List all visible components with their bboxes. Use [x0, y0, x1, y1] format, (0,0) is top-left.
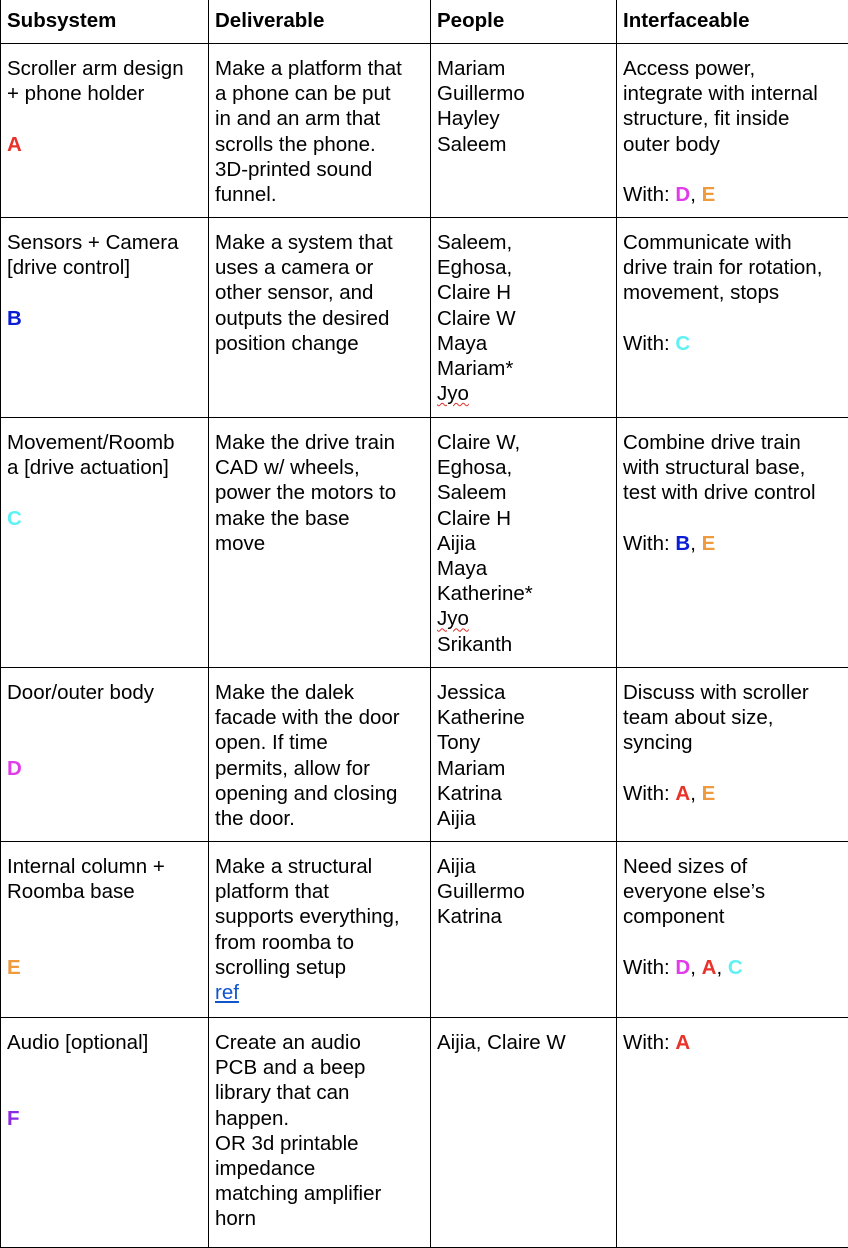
- spacer: [7, 730, 202, 755]
- person-name-text: Mariam: [437, 57, 505, 80]
- person-name: [437, 879, 610, 904]
- spacer: [7, 1055, 202, 1080]
- deliverable-line: opening and closing: [215, 781, 424, 806]
- subsystem-cell: [1, 668, 209, 842]
- spacer: [623, 930, 843, 955]
- deliverable-line: horn: [215, 1206, 424, 1231]
- spacer: [623, 306, 843, 331]
- person-name-text: Eghosa,: [437, 456, 512, 479]
- person-name-text: Claire H: [437, 281, 511, 304]
- with-letter: A: [675, 1031, 690, 1054]
- header-row: [1, 0, 848, 44]
- header-deliverable: Deliverable: [209, 0, 431, 44]
- deliverable-line: move: [215, 531, 424, 556]
- deliverable-cell: [209, 418, 431, 668]
- with-separator: ,: [690, 183, 701, 206]
- deliverable-line: library that can: [215, 1080, 424, 1105]
- subsystem-letter: D: [7, 756, 202, 781]
- person-name: [437, 705, 610, 730]
- interfaceable-cell: [617, 668, 848, 842]
- deliverable-line: a phone can be put: [215, 81, 424, 106]
- table-row: [1, 218, 848, 418]
- deliverable-line: impedance: [215, 1156, 424, 1181]
- person-name-text: Maya: [437, 557, 487, 580]
- table-row: [1, 44, 848, 218]
- interface-line: syncing: [623, 730, 843, 755]
- deliverable-cell: [209, 842, 431, 1018]
- deliverable-line: Create an audio: [215, 1030, 424, 1055]
- with-letter: E: [702, 532, 716, 555]
- person-name-text: Katrina: [437, 905, 502, 928]
- with-letter: E: [702, 782, 716, 805]
- person-name: [437, 556, 610, 581]
- interfaceable-cell: [617, 1018, 848, 1248]
- person-name-text: Hayley: [437, 107, 500, 130]
- person-name-text: Jyo: [437, 607, 469, 630]
- header-subsystem: Subsystem: [1, 0, 209, 44]
- person-name: [437, 1030, 610, 1055]
- subsystem-line: + phone holder: [7, 81, 202, 106]
- deliverable-line: Make the dalek: [215, 680, 424, 705]
- person-name: [437, 230, 610, 255]
- spacer: [7, 930, 202, 955]
- person-name: [437, 606, 610, 631]
- person-name-text: Claire H: [437, 507, 511, 530]
- spacer: [623, 157, 843, 182]
- deliverable-line: platform that: [215, 879, 424, 904]
- deliverable-line: matching amplifier: [215, 1181, 424, 1206]
- spacer: [7, 904, 202, 929]
- person-name-text: Saleem,: [437, 231, 512, 254]
- interface-line: drive train for rotation,: [623, 255, 843, 280]
- with-letter: A: [675, 782, 690, 805]
- interface-line: everyone else’s: [623, 879, 843, 904]
- subsystem-cell: [1, 1018, 209, 1248]
- deliverable-line: permits, allow for: [215, 756, 424, 781]
- people-cell: [431, 842, 617, 1018]
- person-name-text: Aijia: [437, 532, 476, 555]
- with-separator: ,: [690, 956, 701, 979]
- with-letter: D: [675, 956, 690, 979]
- interface-line: test with drive control: [623, 480, 843, 505]
- interface-line: Discuss with scroller: [623, 680, 843, 705]
- deliverable-line: 3D-printed sound: [215, 157, 424, 182]
- deliverable-line: supports everything,: [215, 904, 424, 929]
- table-row: [1, 418, 848, 668]
- person-name: [437, 854, 610, 879]
- table-row: [1, 842, 848, 1018]
- person-name: [437, 730, 610, 755]
- deliverable-line: other sensor, and: [215, 280, 424, 305]
- deliverable-line: scrolling setup: [215, 955, 424, 980]
- person-name-text: Guillermo: [437, 880, 525, 903]
- spacer: [7, 106, 202, 131]
- person-name-text: Saleem: [437, 133, 507, 156]
- interface-line: team about size,: [623, 705, 843, 730]
- interface-line: Access power,: [623, 56, 843, 81]
- spacer: [7, 480, 202, 505]
- with-label: With:: [623, 956, 675, 979]
- person-name-text: Katherine: [437, 706, 525, 729]
- person-name-text: Claire W,: [437, 431, 520, 454]
- deliverable-line: CAD w/ wheels,: [215, 455, 424, 480]
- person-name-text: Katherine*: [437, 582, 533, 605]
- deliverable-line: Make a structural: [215, 854, 424, 879]
- interfaceable-cell: [617, 842, 848, 1018]
- person-name: [437, 430, 610, 455]
- person-name-text: Jyo: [437, 382, 469, 405]
- with-letter: C: [675, 332, 690, 355]
- person-name-text: Maya: [437, 332, 487, 355]
- person-name: [437, 280, 610, 305]
- deliverable-line: open. If time: [215, 730, 424, 755]
- interfaces-with: [623, 781, 843, 806]
- interfaceable-cell: [617, 218, 848, 418]
- deliverable-line: Make the drive train: [215, 430, 424, 455]
- deliverable-line: the door.: [215, 806, 424, 831]
- person-name: [437, 356, 610, 381]
- interface-line: Combine drive train: [623, 430, 843, 455]
- subsystem-line: Sensors + Camera: [7, 230, 202, 255]
- person-name-text: Saleem: [437, 481, 507, 504]
- person-name-text: Tony: [437, 731, 480, 754]
- person-name-text: Srikanth: [437, 633, 512, 656]
- person-name: [437, 904, 610, 929]
- person-name: [437, 255, 610, 280]
- subsystem-line: Door/outer body: [7, 680, 202, 705]
- person-name-text: Guillermo: [437, 82, 525, 105]
- person-name: [437, 680, 610, 705]
- deliverable-cell: [209, 1018, 431, 1248]
- spacer: [623, 756, 843, 781]
- with-letter: A: [702, 956, 717, 979]
- header-people: People: [431, 0, 617, 44]
- subsystem-cell: [1, 44, 209, 218]
- subsystem-letter: B: [7, 306, 202, 331]
- subsystem-letter: F: [7, 1106, 202, 1131]
- spacer: [7, 1080, 202, 1105]
- person-name-text: Mariam: [437, 757, 505, 780]
- subsystem-cell: [1, 218, 209, 418]
- deliverable-cell: [209, 668, 431, 842]
- interface-line: component: [623, 904, 843, 929]
- spacer: [7, 705, 202, 730]
- with-label: With:: [623, 332, 675, 355]
- with-label: With:: [623, 183, 675, 206]
- people-cell: [431, 218, 617, 418]
- deliverable-line: funnel.: [215, 182, 424, 207]
- subsystem-letter: C: [7, 506, 202, 531]
- subsystem-cell: [1, 842, 209, 1018]
- person-name-text: Katrina: [437, 782, 502, 805]
- with-letter: E: [702, 183, 716, 206]
- subsystem-letter: A: [7, 132, 202, 157]
- person-name: [437, 306, 610, 331]
- people-cell: [431, 1018, 617, 1248]
- people-cell: [431, 44, 617, 218]
- interfaceable-cell: [617, 418, 848, 668]
- person-name: [437, 132, 610, 157]
- deliverable-line: happen.: [215, 1106, 424, 1131]
- interfaces-with: [623, 331, 843, 356]
- subsystem-line: Audio [optional]: [7, 1030, 202, 1055]
- people-cell: [431, 418, 617, 668]
- interface-line: outer body: [623, 132, 843, 157]
- interface-line: Communicate with: [623, 230, 843, 255]
- person-name: [437, 781, 610, 806]
- deliverable-cell: [209, 218, 431, 418]
- with-letter: B: [675, 532, 690, 555]
- person-name-text: Jessica: [437, 681, 505, 704]
- deliverable-line: outputs the desired: [215, 306, 424, 331]
- interface-line: structure, fit inside: [623, 106, 843, 131]
- with-label: With:: [623, 1031, 675, 1054]
- deliverable-line: in and an arm that: [215, 106, 424, 131]
- person-name: [437, 506, 610, 531]
- interfaces-with: [623, 1030, 843, 1055]
- person-name: [437, 106, 610, 131]
- people-cell: [431, 668, 617, 842]
- table-row: [1, 1018, 848, 1248]
- person-name: [437, 581, 610, 606]
- person-name-text: Eghosa,: [437, 256, 512, 279]
- deliverable-line: Make a system that: [215, 230, 424, 255]
- table-row: [1, 668, 848, 842]
- interface-line: Need sizes of: [623, 854, 843, 879]
- subsystem-line: Internal column +: [7, 854, 202, 879]
- with-separator: ,: [716, 956, 727, 979]
- deliverable-cell: [209, 44, 431, 218]
- subsystem-line: a [drive actuation]: [7, 455, 202, 480]
- person-name: [437, 81, 610, 106]
- with-label: With:: [623, 782, 675, 805]
- person-name: [437, 756, 610, 781]
- subsystem-line: [drive control]: [7, 255, 202, 280]
- interface-line: integrate with internal: [623, 81, 843, 106]
- deliverable-line: PCB and a beep: [215, 1055, 424, 1080]
- interfaces-with: [623, 531, 843, 556]
- person-name-text: Aijia, Claire W: [437, 1031, 566, 1054]
- interface-line: movement, stops: [623, 280, 843, 305]
- interfaces-with: [623, 955, 843, 980]
- subsystem-cell: [1, 418, 209, 668]
- with-separator: ,: [690, 782, 701, 805]
- header-interfaceable: Interfaceable: [617, 0, 848, 44]
- spacer: [623, 506, 843, 531]
- person-name: [437, 480, 610, 505]
- deliverable-line: facade with the door: [215, 705, 424, 730]
- spacer: [7, 280, 202, 305]
- subsystem-line: Movement/Roomb: [7, 430, 202, 455]
- interfaces-with: [623, 182, 843, 207]
- deliverable-line: uses a camera or: [215, 255, 424, 280]
- subsystem-line: Scroller arm design: [7, 56, 202, 81]
- deliverable-line: make the base: [215, 506, 424, 531]
- deliverable-line: OR 3d printable: [215, 1131, 424, 1156]
- deliverable-line: position change: [215, 331, 424, 356]
- person-name-text: Aijia: [437, 855, 476, 878]
- person-name-text: Aijia: [437, 807, 476, 830]
- deliverable-line: from roomba to: [215, 930, 424, 955]
- person-name-text: Mariam*: [437, 357, 513, 380]
- person-name: [437, 806, 610, 831]
- deliverable-line: Make a platform that: [215, 56, 424, 81]
- person-name: [437, 632, 610, 657]
- with-letter: C: [728, 956, 743, 979]
- with-label: With:: [623, 532, 675, 555]
- person-name: [437, 56, 610, 81]
- deliverable-line: power the motors to: [215, 480, 424, 505]
- ref-link[interactable]: ref: [215, 980, 424, 1005]
- subsystem-line: Roomba base: [7, 879, 202, 904]
- subsystem-letter: E: [7, 955, 202, 980]
- person-name: [437, 331, 610, 356]
- person-name: [437, 455, 610, 480]
- with-letter: D: [675, 183, 690, 206]
- deliverable-line: scrolls the phone.: [215, 132, 424, 157]
- interface-line: with structural base,: [623, 455, 843, 480]
- person-name-text: Claire W: [437, 307, 516, 330]
- with-separator: ,: [690, 532, 701, 555]
- interfaceable-cell: [617, 44, 848, 218]
- person-name: [437, 381, 610, 406]
- person-name: [437, 531, 610, 556]
